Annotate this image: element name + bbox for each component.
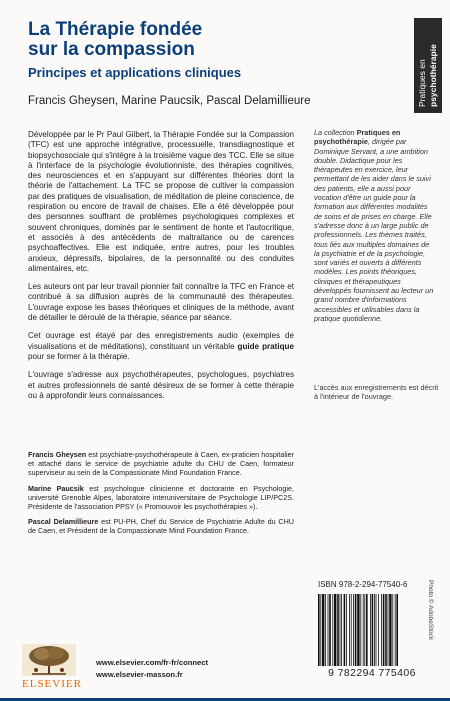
publisher-url[interactable]: www.elsevier.com/fr-fr/connect (96, 658, 208, 667)
audio-paragraph (28, 331, 294, 362)
collection-tab-line-2: psychothérapie (428, 44, 438, 107)
audio-guide-emphasis: guide pratique (237, 341, 294, 351)
book-subtitle: Principes et applications cliniques (28, 65, 242, 80)
collection-text: , dirigée par Dominique Servant, a une ambition double. Didactique pour les thérapeutes en exercice, leur permettant de les aider dans le suivi des patients, elle a aussi pour vocation d'être un guide pour la formation aux différentes modalités de soins et de prises en charge. Elle s'adresse donc à un large public de professionnels. Les thèmes traités, tous liés aux multiples domaines de la psychiatrie et de la psychologie, sont variés et ouverts à différents modèles. Les points théoriques, cliniques et thérapeutiques développés fournissent au lecteur un grand nombre d'informations accessibles et utilisables dans la pratique quotidienne. (314, 137, 434, 323)
author-name: Marine Paucsik (28, 483, 84, 493)
author-bio (28, 484, 294, 512)
publisher-urls (96, 657, 208, 681)
publisher-url[interactable]: www.elsevier-masson.fr (96, 670, 183, 679)
description-paragraph: L'ouvrage s'adresse aux psychothérapeutes, psychologues, psychiatres et autres professionnels de santé désireux de se former à cette thérapie ou à approfondir leurs connaissances. (28, 370, 294, 400)
audio-text-start: Cet ouvrage est étayé par des enregistrements audio (exemples de visualisations et de méditations), constituant un véritable (28, 331, 294, 351)
author-name: Pascal Delamillieure (28, 517, 99, 527)
author-bio (28, 517, 294, 535)
author-bios (28, 450, 294, 542)
collection-intro: La collection (314, 128, 357, 137)
barcode (316, 594, 428, 666)
collection-tab (414, 18, 442, 113)
photo-credit: Photo © AdobeStock (427, 580, 434, 641)
audio-text-end: pour se former à la thérapie. (28, 351, 130, 361)
description-block (28, 130, 294, 409)
description-paragraph: Les auteurs ont par leur travail pionnier fait connaître la TFC en France et contribué à sa diffusion auprès de la communauté des thérapeutes. L'ouvrage expose les bases théoriques et cliniques de la méthode, avant de détailler le déroulé de la thérapie, séance par séance. (28, 282, 294, 323)
description-paragraph: Développée par le Pr Paul Gilbert, la Thérapie Fondée sur la Compassion (TFC) est une approche intégrative, processuelle, transdiagnostique et biopsychosociale qui s'intègre à la troisième vague des TCC. Elle se situe à l'interface de la psychologie évolutionniste, des thérapies cognitives, des neurosciences et en s'appuyant sur différentes théories dont la théorie de l'attachement. La TFC se propose de cultiver la compassion par des pratiques de visualisation, de méditation de pleine conscience, de respiration ou encore de travail de chaises. Elle a été développée pour des personnes souffrant de problèmes psychologiques complexes et souvent chroniques, dominés par le sentiment de honte et l'autocritique, et associés à des antécédents de maltraitance ou de carences psychoaffectives. Elle est indiquée, entre autres, pour les troubles anxieux, dépressifs, bipolaires, de la personnalité ou des conduites alimentaires, etc. (28, 130, 294, 273)
author-name: Francis Gheysen (28, 450, 87, 459)
authors-line: Francis Gheysen, Marine Paucsik, Pascal Delamillieure (28, 95, 311, 107)
title-line-2: sur la compassion (28, 39, 195, 60)
barcode-number: 9 782294 775406 (328, 667, 416, 679)
collection-tab-text (414, 18, 442, 113)
author-bio (28, 450, 294, 478)
collection-description (314, 128, 434, 323)
elsevier-tree-logo (22, 644, 76, 676)
recordings-access-note: L'accès aux enregistrements est décrit à l'intérieur de l'ouvrage. (314, 383, 439, 402)
book-title (28, 20, 202, 60)
author-bio-text: est psychiatre-psychothérapeute à Caen, ex-praticien hospitalier et attaché dans le service de psychiatrie adulte du CHU de Caen, formateur superviseur au sein de la Compassionate Mind Foundation France. (28, 450, 294, 478)
author-bio-text: est PU-PH, Chef du Service de Psychiatrie Adulte du CHU de Caen, et Président de la Compassionate Mind Foundation France. (28, 517, 294, 536)
isbn-label: ISBN 978-2-294-77540-6 (318, 580, 408, 589)
author-bio-text: est psychologue clinicienne et doctorante en Psychologie, université Grenoble Alpes, laboratoire interuniversitaire de Psychologie LIP/PC2S. Présidente de l'association PPSY (« Promouvoir les psychothérapies »). (28, 483, 294, 512)
collection-name: Pratiques en psychothérapie (314, 128, 401, 147)
title-line-1: La Thérapie fondée (28, 19, 203, 40)
publisher-name: ELSEVIER (22, 678, 82, 690)
collection-tab-line-1: Pratiques en (417, 59, 427, 107)
